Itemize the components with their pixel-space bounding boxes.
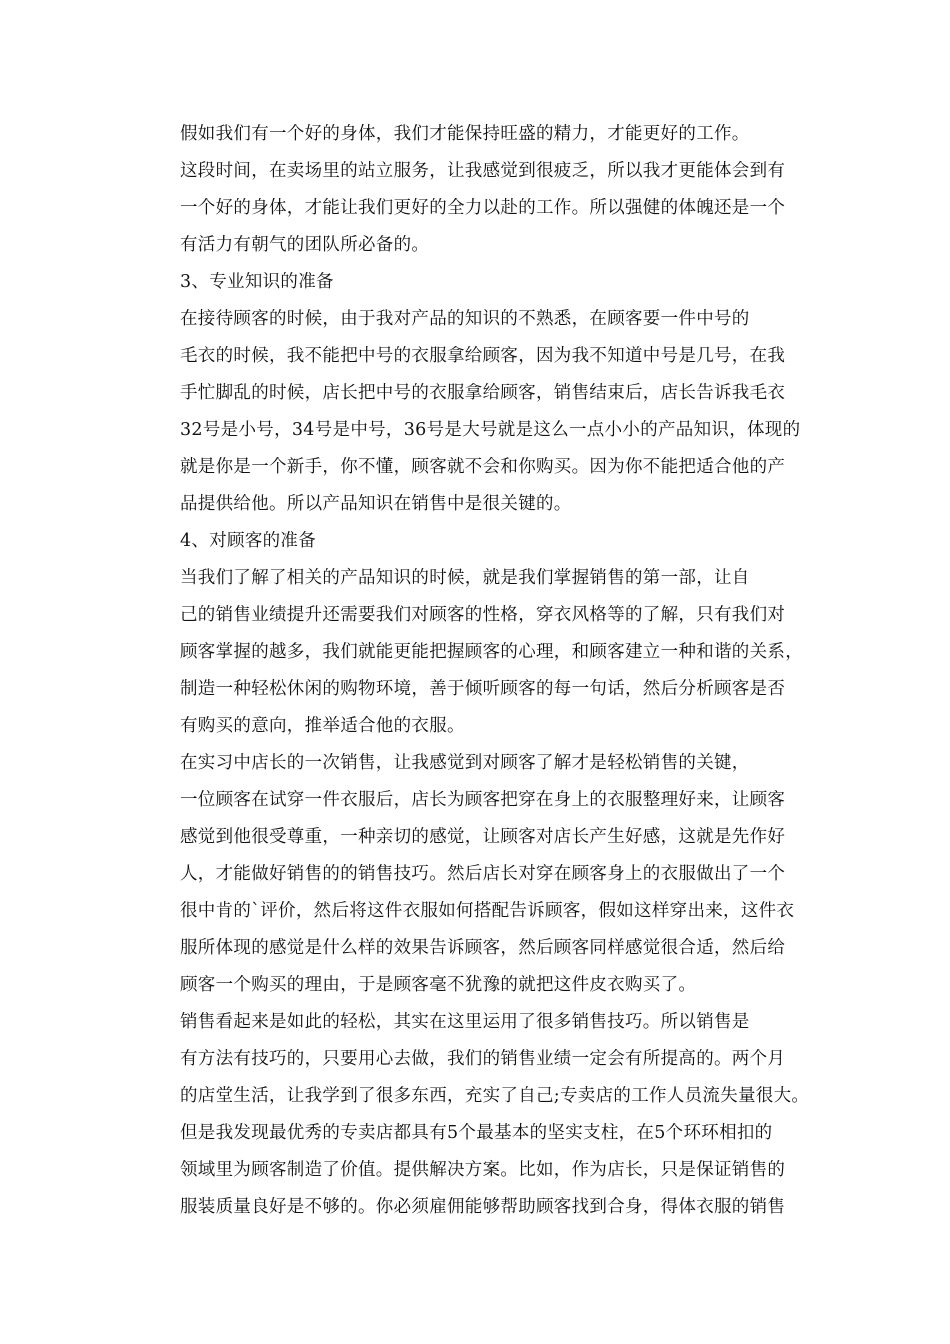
text-line: 就是你是一个新手，你不懂，顾客就不会和你购买。因为你不能把适合他的产 [180,457,786,477]
text-line: 很中肯的`评价，然后将这件衣服如何搭配告诉顾客，假如这样穿出来，这件衣 [180,901,795,921]
text-line: 服装质量良好是不够的。你必须雇佣能够帮助顾客找到合身，得体衣服的销售 [180,1197,786,1217]
text-line: 在接待顾客的时候，由于我对产品的知识的不熟悉，在顾客要一件中号的 [180,309,750,329]
text-line: 顾客掌握的越多，我们就能更能把握顾客的心理，和顾客建立一种和谐的关系， [180,642,803,662]
text-line: 有购买的意向，推举适合他的衣服。 [180,716,465,736]
text-line: 32号是小号，34号是中号，36号是大号就是这么一点小小的产品知识，体现的 [180,420,801,440]
text-line: 手忙脚乱的时候，店长把中号的衣服拿给顾客，销售结束后，店长告诉我毛衣 [180,383,786,403]
text-line: 但是我发现最优秀的专卖店都具有5个最基本的坚实支柱，在5个环环相扣的 [180,1123,773,1143]
text-line: 毛衣的时候，我不能把中号的衣服拿给顾客，因为我不知道中号是几号，在我 [180,346,786,366]
text-line: 当我们了解了相关的产品知识的时候，就是我们掌握销售的第一部，让自 [180,568,750,588]
paragraph-health [145,116,825,264]
paragraph-store-manager-sale [145,745,825,1004]
text-line: 这段时间，在卖场里的站立服务，让我感觉到很疲乏，所以我才更能体会到有 [180,161,786,181]
paragraph-product-knowledge [145,301,825,523]
paragraph-customer-understanding [145,560,825,745]
text-line: 一个好的身体，才能让我们更好的全力以赴的工作。所以强健的体魄还是一个 [180,198,786,218]
text-line: 的店堂生活，让我学到了很多东西，充实了自己;专卖店的工作人员流失量很大。 [180,1086,810,1106]
text-line: 服所体现的感觉是什么样的效果告诉顾客，然后顾客同样感觉很合适，然后给 [180,938,786,958]
text-line: 有活力有朝气的团队所必备的。 [180,235,430,255]
text-line: 感觉到他很受尊重，一种亲切的感觉，让顾客对店长产生好感，这就是先作好 [180,827,786,847]
text-line: 人，才能做好销售的的销售技巧。然后店长对穿在顾客身上的衣服做出了一个 [180,864,786,884]
text-line: 有方法有技巧的，只要用心去做，我们的销售业绩一定会有所提高的。两个月 [180,1049,786,1069]
section-heading-product-knowledge [145,264,825,301]
text-line: 品提供给他。所以产品知识在销售中是很关键的。 [180,494,572,514]
text-line: 领域里为顾客制造了价值。提供解决方案。比如，作为店长，只是保证销售的 [180,1160,786,1180]
text-line: 制造一种轻松休闲的购物环境，善于倾听顾客的每一句话，然后分析顾客是否 [180,679,786,699]
text-line: 一位顾客在试穿一件衣服后，店长为顾客把穿在身上的衣服整理好来，让顾客 [180,790,786,810]
heading-line: 3、专业知识的准备 [180,272,334,292]
paragraph-sales-techniques [145,1004,825,1226]
text-line: 假如我们有一个好的身体，我们才能保持旺盛的精力，才能更好的工作。 [180,124,750,144]
text-line: 顾客一个购买的理由，于是顾客毫不犹豫的就把这件皮衣购买了。 [180,975,697,995]
document-body [145,116,825,1226]
heading-line: 4、对顾客的准备 [180,531,317,551]
section-heading-customer [145,523,825,560]
text-line: 在实习中店长的一次销售，让我感觉到对顾客了解才是轻松销售的关键， [180,753,750,773]
text-line: 己的销售业绩提升还需要我们对顾客的性格，穿衣风格等的了解，只有我们对 [180,605,786,625]
text-line: 销售看起来是如此的轻松，其实在这里运用了很多销售技巧。所以销售是 [180,1012,750,1032]
